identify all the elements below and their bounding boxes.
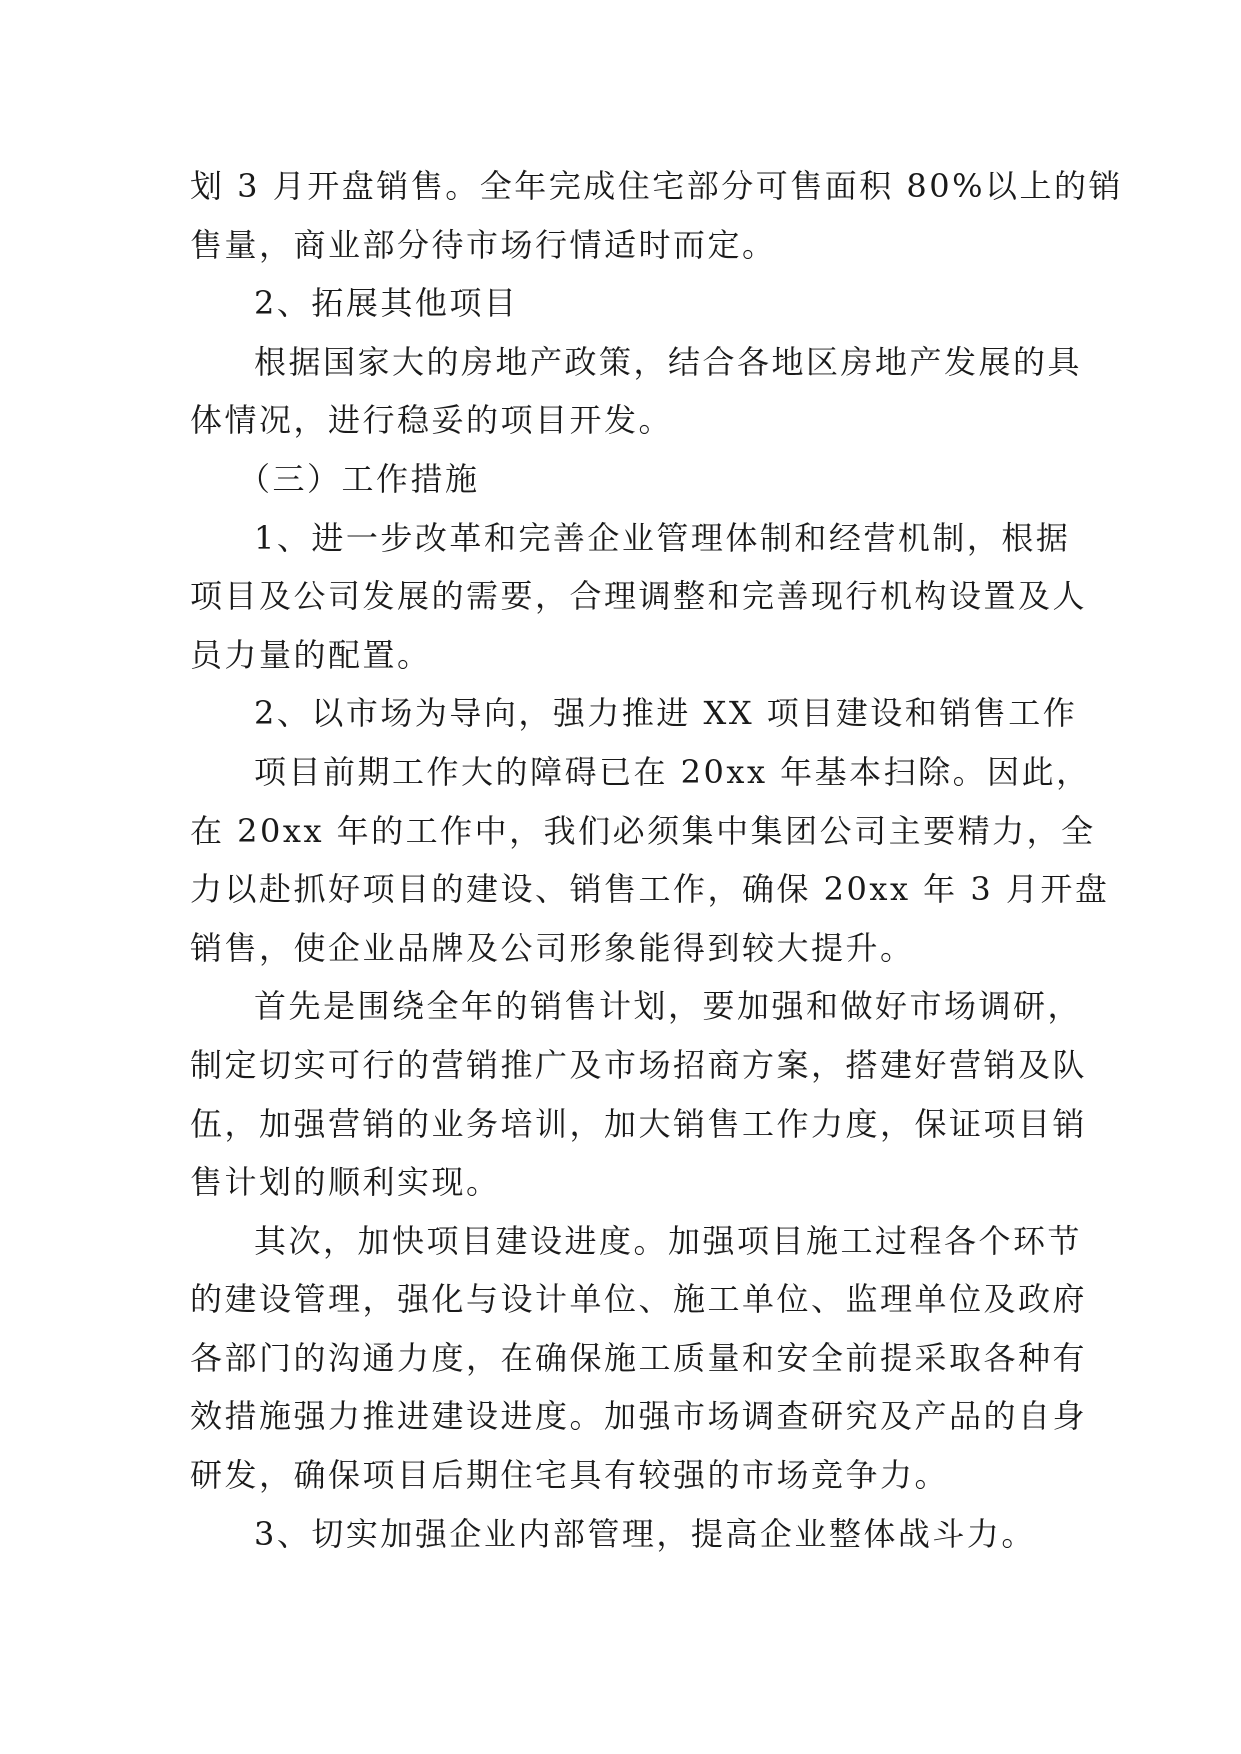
text-line: 3、切实加强企业内部管理，提高企业整体战斗力。: [254, 1514, 1036, 1553]
text-line: 各部门的沟通力度，在确保施工质量和安全前提采取各种有: [190, 1338, 1088, 1377]
text-line: 2、以市场为导向，强力推进 XX 项目建设和销售工作: [254, 694, 1078, 733]
text-line: 力以赴抓好项目的建设、销售工作，确保 20xx 年 3 月开盘: [190, 870, 1110, 909]
subheading-expand-projects: [190, 274, 1052, 333]
text-line: 其次，加快项目建设进度。加强项目施工过程各个环节: [254, 1221, 1083, 1260]
paragraph-construction-progress: [190, 1212, 1088, 1505]
text-line: 销售，使企业品牌及公司形象能得到较大提升。: [190, 928, 915, 967]
text-line: （三）工作措施: [238, 459, 480, 498]
paragraph-sales-research: [190, 977, 1088, 1211]
text-line: 制定切实可行的营销推广及市场招商方案，搭建好营销及队: [190, 1045, 1088, 1084]
text-line: 员力量的配置。: [190, 635, 432, 674]
paragraph-sales-plan: [190, 157, 1124, 274]
text-line: 1、进一步改革和完善企业管理体制和经营机制，根据: [254, 518, 1071, 557]
paragraph-reform: [190, 509, 1088, 685]
text-line: 项目前期工作大的障碍已在 20xx 年基本扫除。因此，: [254, 752, 1091, 791]
subheading-internal-management: [190, 1505, 1052, 1564]
text-line: 根据国家大的房地产政策，结合各地区房地产发展的具: [254, 342, 1083, 381]
paragraph-policy: [190, 333, 1083, 450]
document-body: [190, 157, 1124, 1563]
text-line: 项目及公司发展的需要，合理调整和完善现行机构设置及人: [190, 577, 1088, 616]
text-line: 效措施强力推进建设进度。加强市场调查研究及产品的自身: [190, 1397, 1088, 1436]
text-line: 伍，加强营销的业务培训，加大销售工作力度，保证项目销: [190, 1104, 1088, 1143]
subheading-market-oriented: [190, 684, 1078, 743]
section-heading-work-measures: [190, 450, 1052, 509]
text-line: 2、拓展其他项目: [254, 284, 519, 323]
text-line: 在 20xx 年的工作中，我们必须集中集团公司主要精力，全: [190, 811, 1096, 850]
text-line: 的建设管理，强化与设计单位、施工单位、监理单位及政府: [190, 1280, 1088, 1319]
text-line: 研发，确保项目后期住宅具有较强的市场竞争力。: [190, 1456, 950, 1495]
text-line: 首先是围绕全年的销售计划，要加强和做好市场调研，: [254, 987, 1083, 1026]
text-line: 售量，商业部分待市场行情适时而定。: [190, 225, 777, 264]
text-line: 划 3 月开盘销售。全年完成住宅部分可售面积 80%以上的销: [190, 167, 1124, 205]
text-line: 售计划的顺利实现。: [190, 1163, 501, 1202]
paragraph-project-preliminary: [190, 743, 1110, 977]
text-line: 体情况，进行稳妥的项目开发。: [190, 401, 674, 440]
